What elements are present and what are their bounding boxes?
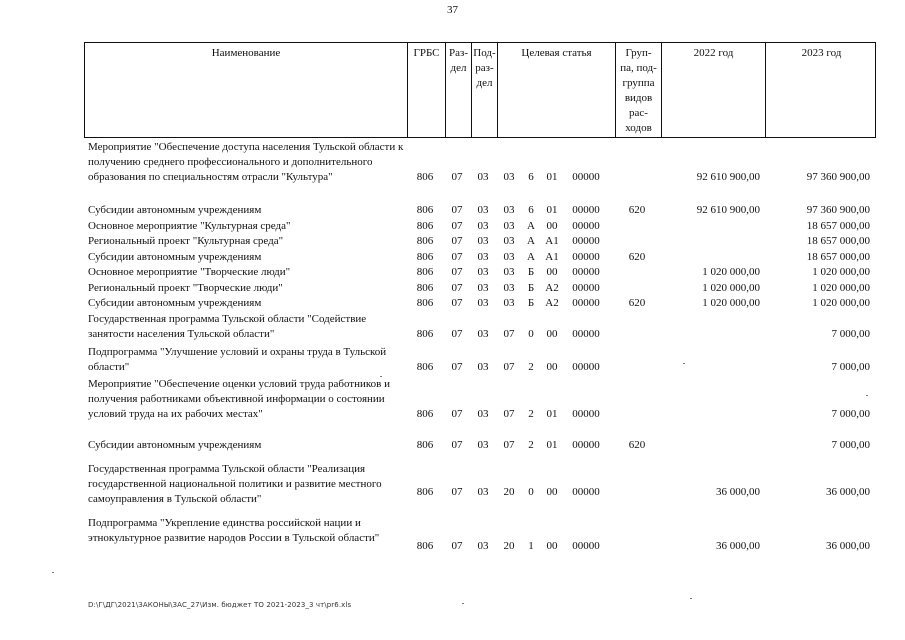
table-row <box>84 345 884 375</box>
cell-grbs: 806 <box>416 540 434 552</box>
cell-target-direction: 00000 <box>572 439 600 451</box>
cell-target-event: А2 <box>545 282 559 294</box>
row-name: Субсидии автономным учреждениям <box>88 439 262 451</box>
table-row <box>84 516 884 561</box>
row-name: Мероприятие "Обеспечение оценки условий труда работников и получения работниками объективной информации о состоянии условий труда на их рабочих местах" <box>88 378 391 420</box>
page-number: 37 <box>447 4 458 16</box>
cell-grbs: 806 <box>416 266 434 278</box>
cell-grbs: 806 <box>416 439 434 451</box>
header-2022: 2022 год <box>661 43 765 137</box>
cell-target-event: 00 <box>546 220 558 232</box>
cell-target-direction: 00000 <box>572 220 600 232</box>
cell-grbs: 806 <box>416 171 434 183</box>
cell-target-event: 01 <box>546 439 558 451</box>
cell-target-direction: 00000 <box>572 540 600 552</box>
cell-2023: 18 657 000,00 <box>806 251 870 263</box>
table-header <box>84 42 876 138</box>
header-name: Наименование <box>211 47 281 59</box>
cell-razdel: 07 <box>451 251 463 263</box>
cell-2022: 1 020 000,00 <box>702 297 760 309</box>
cell-target-event: А2 <box>545 297 559 309</box>
cell-2022: 1 020 000,00 <box>702 266 760 278</box>
cell-razdel: 07 <box>451 171 463 183</box>
cell-target-program: 03 <box>503 297 515 309</box>
table-row <box>84 312 884 342</box>
cell-target-program: 07 <box>503 361 515 373</box>
cell-target-event: 01 <box>546 171 558 183</box>
row-name: Субсидии автономным учреждениям <box>88 251 262 263</box>
table-row <box>84 296 884 311</box>
cell-podrazdel: 03 <box>477 235 489 247</box>
row-name: Основное мероприятие "Творческие люди" <box>88 266 291 278</box>
cell-2023: 18 657 000,00 <box>806 220 870 232</box>
cell-2022: 92 610 900,00 <box>696 171 760 183</box>
table-row <box>84 203 884 218</box>
cell-grbs: 806 <box>416 251 434 263</box>
header-group: Груп- па, под- группа видов рас- ходов <box>615 43 661 137</box>
cell-podrazdel: 03 <box>477 171 489 183</box>
cell-expense-group: 620 <box>628 251 646 263</box>
cell-target-subprogram: 6 <box>528 204 534 216</box>
cell-razdel: 07 <box>451 361 463 373</box>
cell-podrazdel: 03 <box>477 439 489 451</box>
cell-2023: 1 020 000,00 <box>812 266 870 278</box>
cell-target-subprogram: Б <box>527 282 535 294</box>
cell-target-direction: 00000 <box>572 251 600 263</box>
cell-2023: 7 000,00 <box>831 328 870 340</box>
row-name: Основное мероприятие "Культурная среда" <box>88 220 291 232</box>
cell-grbs: 806 <box>416 297 434 309</box>
cell-target-program: 03 <box>503 220 515 232</box>
cell-target-direction: 00000 <box>572 171 600 183</box>
cell-2022: 92 610 900,00 <box>696 204 760 216</box>
cell-2023: 7 000,00 <box>831 361 870 373</box>
cell-target-event: 00 <box>546 361 558 373</box>
cell-target-event: 01 <box>546 204 558 216</box>
cell-target-event: 00 <box>546 266 558 278</box>
table-row <box>84 265 884 280</box>
cell-grbs: 806 <box>416 204 434 216</box>
cell-razdel: 07 <box>451 540 463 552</box>
cell-podrazdel: 03 <box>477 266 489 278</box>
cell-target-event: А1 <box>545 235 559 247</box>
header-grbs: ГРБС <box>407 43 445 137</box>
cell-podrazdel: 03 <box>477 220 489 232</box>
cell-target-program: 03 <box>503 171 515 183</box>
cell-target-direction: 00000 <box>572 204 600 216</box>
header-razdel: Раз- дел <box>445 43 471 137</box>
cell-target-program: 20 <box>503 540 515 552</box>
cell-target-subprogram: 0 <box>528 486 534 498</box>
cell-2022: 36 000,00 <box>716 486 760 498</box>
cell-target-program: 03 <box>503 204 515 216</box>
row-name: Региональный проект "Культурная среда" <box>88 235 284 247</box>
cell-podrazdel: 03 <box>477 328 489 340</box>
cell-target-direction: 00000 <box>572 297 600 309</box>
cell-2023: 97 360 900,00 <box>806 204 870 216</box>
cell-target-program: 03 <box>503 282 515 294</box>
cell-target-event: 01 <box>546 408 558 420</box>
cell-2022: 36 000,00 <box>716 540 760 552</box>
file-path: D:\Г\ДГ\2021\ЗАКОНЫ\ЗАС_27\Изм. бюджет ТО 2021-2023_3 чт\pr6.xls <box>88 601 352 609</box>
cell-target-subprogram: 6 <box>528 171 534 183</box>
cell-target-subprogram: 2 <box>528 408 534 420</box>
row-name: Подпрограмма "Улучшение условий и охраны труда в Тульской области" <box>88 346 387 373</box>
cell-podrazdel: 03 <box>477 540 489 552</box>
cell-2023: 36 000,00 <box>826 540 870 552</box>
cell-2023: 1 020 000,00 <box>812 297 870 309</box>
table-row <box>84 281 884 296</box>
cell-2023: 1 020 000,00 <box>812 282 870 294</box>
cell-target-program: 07 <box>503 439 515 451</box>
cell-podrazdel: 03 <box>477 486 489 498</box>
table-row <box>84 377 884 437</box>
cell-grbs: 806 <box>416 486 434 498</box>
cell-target-program: 03 <box>503 251 515 263</box>
row-name: Региональный проект "Творческие люди" <box>88 282 283 294</box>
cell-target-program: 03 <box>503 235 515 247</box>
cell-target-program: 20 <box>503 486 515 498</box>
table-row <box>84 438 884 453</box>
cell-target-direction: 00000 <box>572 282 600 294</box>
cell-target-event: 00 <box>546 540 558 552</box>
cell-grbs: 806 <box>416 361 434 373</box>
cell-2023: 7 000,00 <box>831 439 870 451</box>
header-podrazdel: Под- раз- дел <box>471 43 497 137</box>
cell-2023: 7 000,00 <box>831 408 870 420</box>
cell-razdel: 07 <box>451 235 463 247</box>
cell-target-direction: 00000 <box>572 328 600 340</box>
cell-razdel: 07 <box>451 204 463 216</box>
cell-podrazdel: 03 <box>477 297 489 309</box>
cell-podrazdel: 03 <box>477 204 489 216</box>
cell-target-subprogram: Б <box>527 297 535 309</box>
cell-podrazdel: 03 <box>477 282 489 294</box>
cell-target-program: 07 <box>503 408 515 420</box>
cell-razdel: 07 <box>451 220 463 232</box>
cell-target-direction: 00000 <box>572 408 600 420</box>
cell-2023: 97 360 900,00 <box>806 171 870 183</box>
row-name: Подпрограмма "Укрепление единства российской нации и этнокультурное развитие народов России в Тульской области" <box>88 517 380 544</box>
cell-target-subprogram: 1 <box>528 540 534 552</box>
cell-target-subprogram: Б <box>527 266 535 278</box>
cell-target-event: 00 <box>546 328 558 340</box>
cell-2023: 18 657 000,00 <box>806 235 870 247</box>
cell-razdel: 07 <box>451 266 463 278</box>
table-row <box>84 250 884 265</box>
table-row <box>84 234 884 249</box>
cell-podrazdel: 03 <box>477 408 489 420</box>
cell-grbs: 806 <box>416 328 434 340</box>
cell-target-subprogram: А <box>527 235 535 247</box>
cell-target-event: А1 <box>545 251 559 263</box>
cell-target-subprogram: 2 <box>528 439 534 451</box>
cell-target-program: 07 <box>503 328 515 340</box>
cell-razdel: 07 <box>451 282 463 294</box>
header-2023: 2023 год <box>765 43 877 137</box>
row-name: Государственная программа Тульской области "Содействие занятости населения Тульской области" <box>88 313 367 340</box>
cell-grbs: 806 <box>416 220 434 232</box>
cell-target-subprogram: 0 <box>528 328 534 340</box>
cell-grbs: 806 <box>416 408 434 420</box>
cell-razdel: 07 <box>451 328 463 340</box>
cell-podrazdel: 03 <box>477 361 489 373</box>
cell-grbs: 806 <box>416 235 434 247</box>
cell-razdel: 07 <box>451 486 463 498</box>
row-name: Субсидии автономным учреждениям <box>88 297 262 309</box>
cell-target-subprogram: А <box>527 251 535 263</box>
table-row <box>84 462 884 507</box>
cell-target-direction: 00000 <box>572 361 600 373</box>
table-row <box>84 140 884 200</box>
row-name: Субсидии автономным учреждениям <box>88 204 262 216</box>
cell-target-program: 03 <box>503 266 515 278</box>
table-row <box>84 219 884 234</box>
cell-target-direction: 00000 <box>572 235 600 247</box>
cell-razdel: 07 <box>451 297 463 309</box>
cell-podrazdel: 03 <box>477 251 489 263</box>
cell-expense-group: 620 <box>628 297 646 309</box>
cell-razdel: 07 <box>451 408 463 420</box>
cell-2022: 1 020 000,00 <box>702 282 760 294</box>
cell-2023: 36 000,00 <box>826 486 870 498</box>
cell-expense-group: 620 <box>628 439 646 451</box>
cell-target-event: 00 <box>546 486 558 498</box>
cell-expense-group: 620 <box>628 204 646 216</box>
cell-target-subprogram: 2 <box>528 361 534 373</box>
header-target: Целевая статья <box>497 43 615 137</box>
cell-razdel: 07 <box>451 439 463 451</box>
cell-target-subprogram: А <box>527 220 535 232</box>
cell-target-direction: 00000 <box>572 486 600 498</box>
cell-target-direction: 00000 <box>572 266 600 278</box>
row-name: Мероприятие "Обеспечение доступа населения Тульской области к получению среднего профессионального и дополнительного образования по специальностям отрасли "Культура" <box>88 141 404 183</box>
row-name: Государственная программа Тульской области "Реализация государственной национальной политики и развитие местного самоуправления в Тульской области" <box>88 463 382 505</box>
cell-grbs: 806 <box>416 282 434 294</box>
